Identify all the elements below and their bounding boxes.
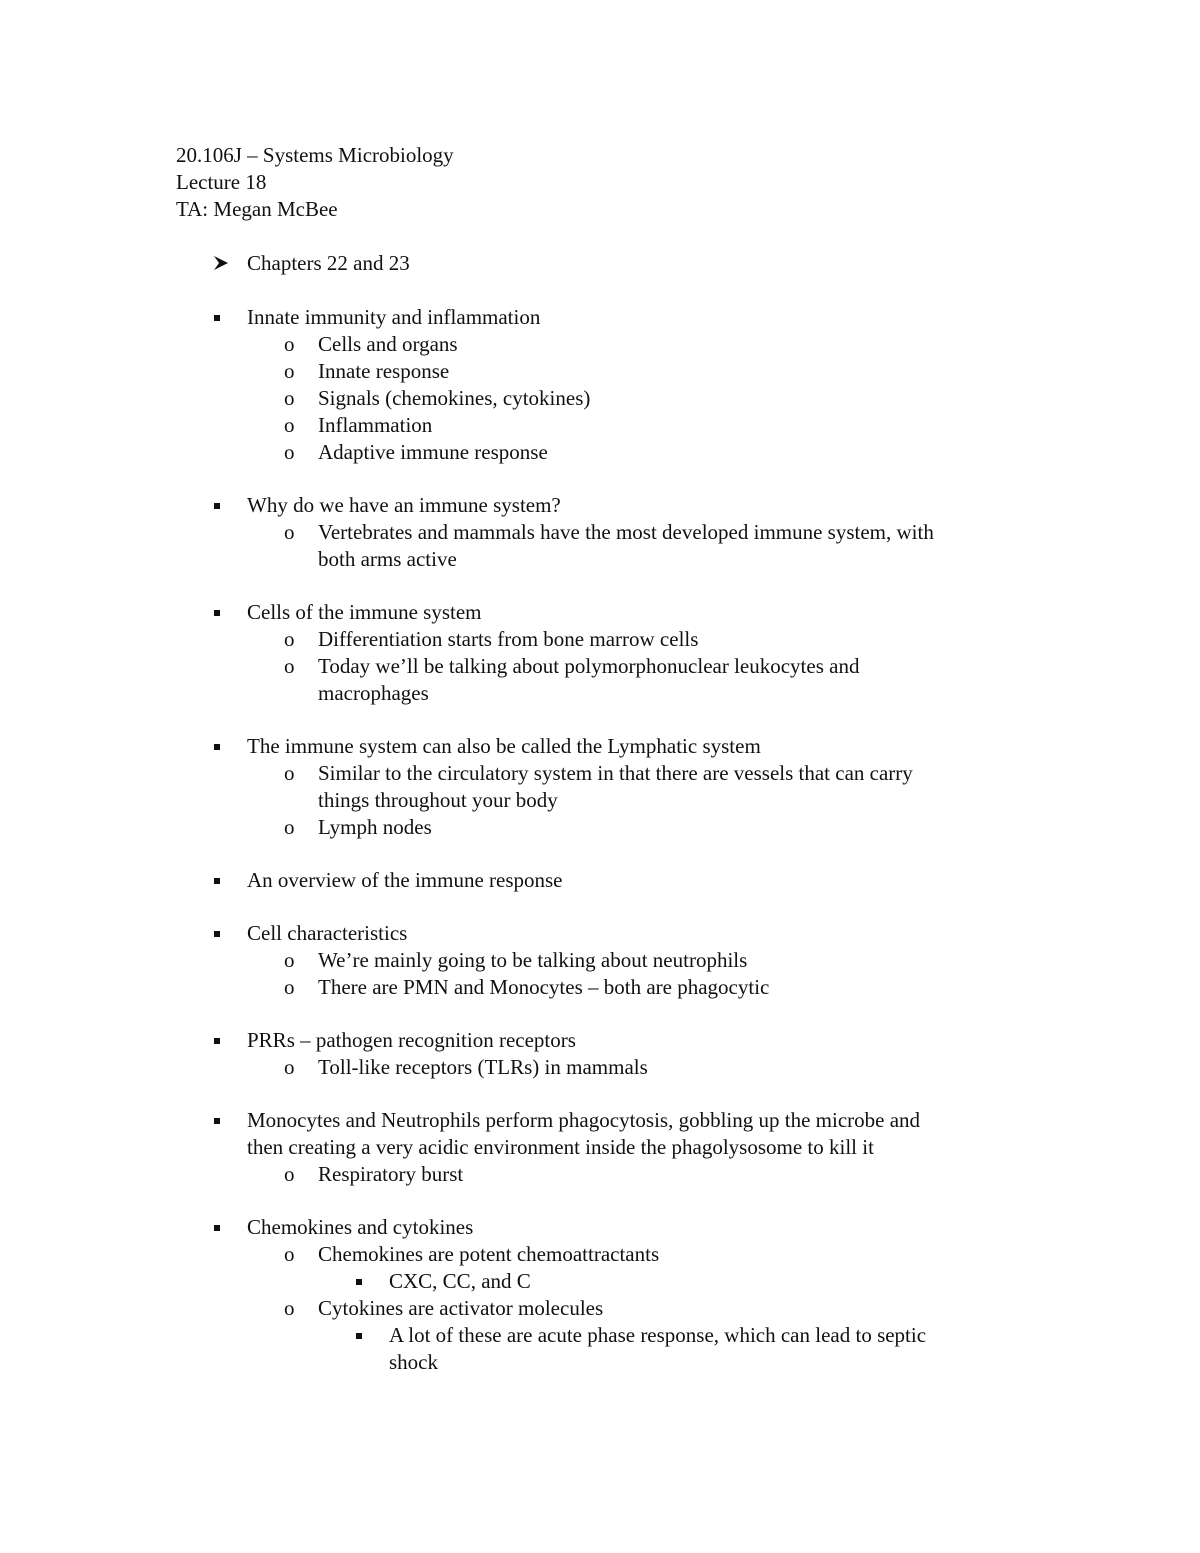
circle-bullet-icon: o bbox=[284, 359, 295, 383]
lecture-number: Lecture 18 bbox=[176, 170, 267, 194]
circle-bullet-icon: o bbox=[284, 386, 295, 410]
square-bullet-icon bbox=[214, 878, 220, 884]
circle-bullet-icon: o bbox=[284, 975, 295, 999]
outline-subitem: A lot of these are acute phase response, which can lead to septic bbox=[389, 1323, 927, 1347]
outline-item: Today we’ll be talking about polymorphonuclear leukocytes and bbox=[318, 654, 860, 678]
outline-subitem: CXC, CC, and C bbox=[389, 1269, 531, 1293]
circle-bullet-icon: o bbox=[284, 1296, 295, 1320]
section-heading: An overview of the immune response bbox=[247, 868, 563, 892]
circle-bullet-icon: o bbox=[284, 761, 295, 785]
circle-bullet-icon: o bbox=[284, 440, 295, 464]
outline-item: Vertebrates and mammals have the most developed immune system, with bbox=[318, 520, 934, 544]
section-heading: Why do we have an immune system? bbox=[247, 493, 561, 517]
outline-subitem: shock bbox=[389, 1350, 438, 1374]
outline-item: Differentiation starts from bone marrow cells bbox=[318, 627, 699, 651]
outline-item: Similar to the circulatory system in that there are vessels that can carry bbox=[318, 761, 913, 785]
circle-bullet-icon: o bbox=[284, 654, 295, 678]
outline-item: Signals (chemokines, cytokines) bbox=[318, 386, 591, 410]
section-heading: Chemokines and cytokines bbox=[247, 1215, 474, 1239]
circle-bullet-icon: o bbox=[284, 413, 295, 437]
outline-item: Chemokines are potent chemoattractants bbox=[318, 1242, 660, 1266]
section-heading: then creating a very acidic environment inside the phagolysosome to kill it bbox=[247, 1135, 874, 1159]
section-heading: Cell characteristics bbox=[247, 921, 408, 945]
section-heading: The immune system can also be called the Lymphatic system bbox=[247, 734, 761, 758]
square-bullet-icon bbox=[356, 1279, 362, 1285]
outline-item: Cytokines are activator molecules bbox=[318, 1296, 604, 1320]
square-bullet-icon bbox=[356, 1333, 362, 1339]
arrow-bullet-icon bbox=[213, 255, 229, 271]
outline-item: We’re mainly going to be talking about neutrophils bbox=[318, 948, 748, 972]
outline-item: things throughout your body bbox=[318, 788, 558, 812]
outline-item: macrophages bbox=[318, 681, 429, 705]
outline-item: Respiratory burst bbox=[318, 1162, 464, 1186]
square-bullet-icon bbox=[214, 1038, 220, 1044]
section-heading: Cells of the immune system bbox=[247, 600, 482, 624]
square-bullet-icon bbox=[214, 744, 220, 750]
outline-item: Lymph nodes bbox=[318, 815, 432, 839]
square-bullet-icon bbox=[214, 931, 220, 937]
circle-bullet-icon: o bbox=[284, 520, 295, 544]
circle-bullet-icon: o bbox=[284, 627, 295, 651]
outline-item: Adaptive immune response bbox=[318, 440, 548, 464]
circle-bullet-icon: o bbox=[284, 332, 295, 356]
outline-item: There are PMN and Monocytes – both are phagocytic bbox=[318, 975, 770, 999]
course-title: 20.106J – Systems Microbiology bbox=[176, 143, 454, 167]
circle-bullet-icon: o bbox=[284, 815, 295, 839]
outline-item: both arms active bbox=[318, 547, 457, 571]
square-bullet-icon bbox=[214, 315, 220, 321]
circle-bullet-icon: o bbox=[284, 948, 295, 972]
chapters-line: Chapters 22 and 23 bbox=[247, 251, 410, 275]
circle-bullet-icon: o bbox=[284, 1242, 295, 1266]
section-heading: Innate immunity and inflammation bbox=[247, 305, 541, 329]
outline-item: Innate response bbox=[318, 359, 450, 383]
outline-item: Inflammation bbox=[318, 413, 433, 437]
square-bullet-icon bbox=[214, 1118, 220, 1124]
square-bullet-icon bbox=[214, 1225, 220, 1231]
section-heading: Monocytes and Neutrophils perform phagocytosis, gobbling up the microbe and bbox=[247, 1108, 921, 1132]
circle-bullet-icon: o bbox=[284, 1055, 295, 1079]
square-bullet-icon bbox=[214, 503, 220, 509]
square-bullet-icon bbox=[214, 610, 220, 616]
ta-name: TA: Megan McBee bbox=[176, 197, 338, 221]
section-heading: PRRs – pathogen recognition receptors bbox=[247, 1028, 576, 1052]
circle-bullet-icon: o bbox=[284, 1162, 295, 1186]
outline-item: Toll-like receptors (TLRs) in mammals bbox=[318, 1055, 648, 1079]
outline-item: Cells and organs bbox=[318, 332, 458, 356]
